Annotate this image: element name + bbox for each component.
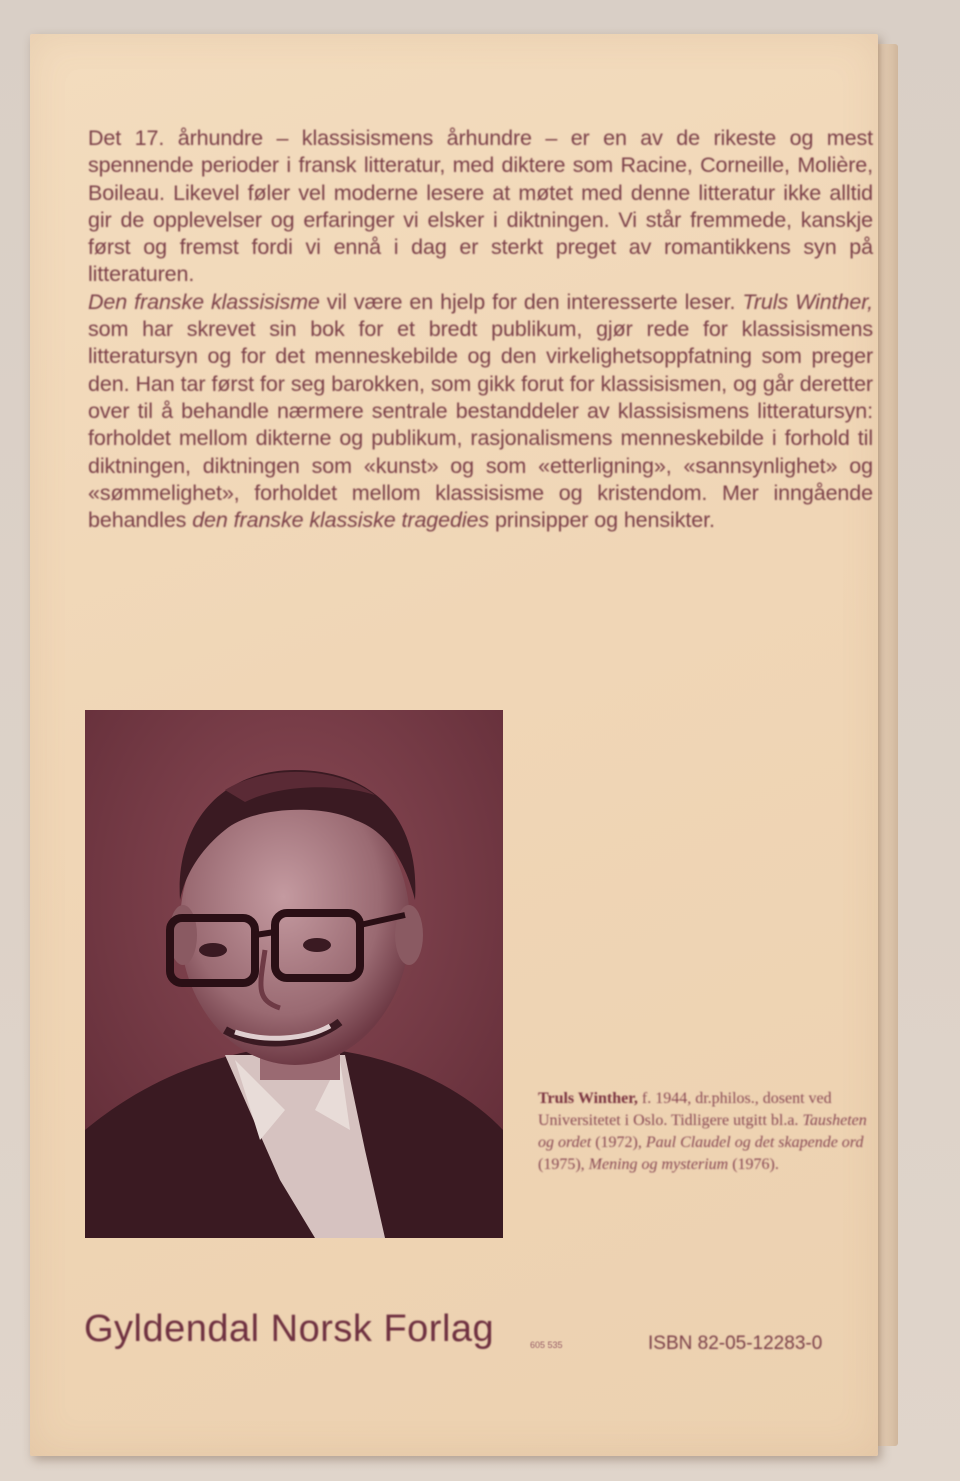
author-name: Truls Winther, bbox=[538, 1090, 638, 1107]
blurb-segment: som har skrevet sin bok for et bredt publikum, gjør rede for klassisismens litteratursyn og for det menneskebilde og den virkelighetsoppfatning som preger den. Han tar først for seg barokken, som gikk forut for klassisismen, og går deretter over til å behandle nærmere sentrale bestanddeler av klassisismens litteratursyn: forholdet mellom dikterne og publikum, rasjonalismens menneskebilde i forhold til diktningen, diktningen som «kunst» og som «etterligning», «sannsynlighet» og «sømmelighet», forholdet mellom klassisisme og kristendom. Mer inngående behandles bbox=[88, 317, 873, 533]
blurb-segment: prinsipper og hensikter. bbox=[489, 508, 715, 533]
tragedy-italic: den franske klassiske tragedies bbox=[192, 508, 490, 533]
bio-segment: (1975), bbox=[538, 1156, 589, 1173]
publisher-name: Gyldendal Norsk Forlag bbox=[84, 1308, 495, 1350]
book-title-italic: Den franske klassisisme bbox=[88, 289, 320, 314]
author-name-italic: Truls Winther, bbox=[742, 289, 873, 314]
blurb-paragraph-2 bbox=[88, 289, 873, 535]
catalog-code: 605 535 bbox=[530, 1340, 563, 1350]
bio-book-title: Paul Claudel og det skapende ord bbox=[645, 1134, 864, 1151]
bio-segment: (1972), bbox=[591, 1134, 646, 1151]
bio-segment: f. 1944, dr.philos., dosent ved Universitetet i Oslo. Tidligere utgitt bl.a. bbox=[538, 1090, 832, 1129]
author-bio bbox=[538, 1088, 883, 1176]
blurb-text bbox=[88, 125, 873, 534]
isbn-number: ISBN 82-05-12283-0 bbox=[648, 1333, 823, 1354]
author-portrait-icon bbox=[85, 710, 503, 1238]
bio-book-title: Mening og mysterium bbox=[588, 1156, 729, 1173]
blurb-segment: vil være en hjelp for den interesserte leser. bbox=[319, 289, 743, 314]
blurb-paragraph-1: Det 17. århundre – klassisismens århundre – er en av de rikeste og mest spennende perioder i fransk litteratur, med diktere som Racine, Corneille, Molière, Boileau. Likevel føler vel moderne lesere at møtet med denne litteratur ikke alltid gir de opplevelser og erfaringer vi elsker i diktningen. Vi står fremmede, kanskje først og fremst fordi vi ennå i dag er sterkt preget av romantikkens syn på litteraturen. bbox=[88, 126, 873, 287]
bio-book-title: Tausheten og ordet bbox=[538, 1112, 867, 1151]
bio-segment: (1976). bbox=[728, 1156, 779, 1173]
